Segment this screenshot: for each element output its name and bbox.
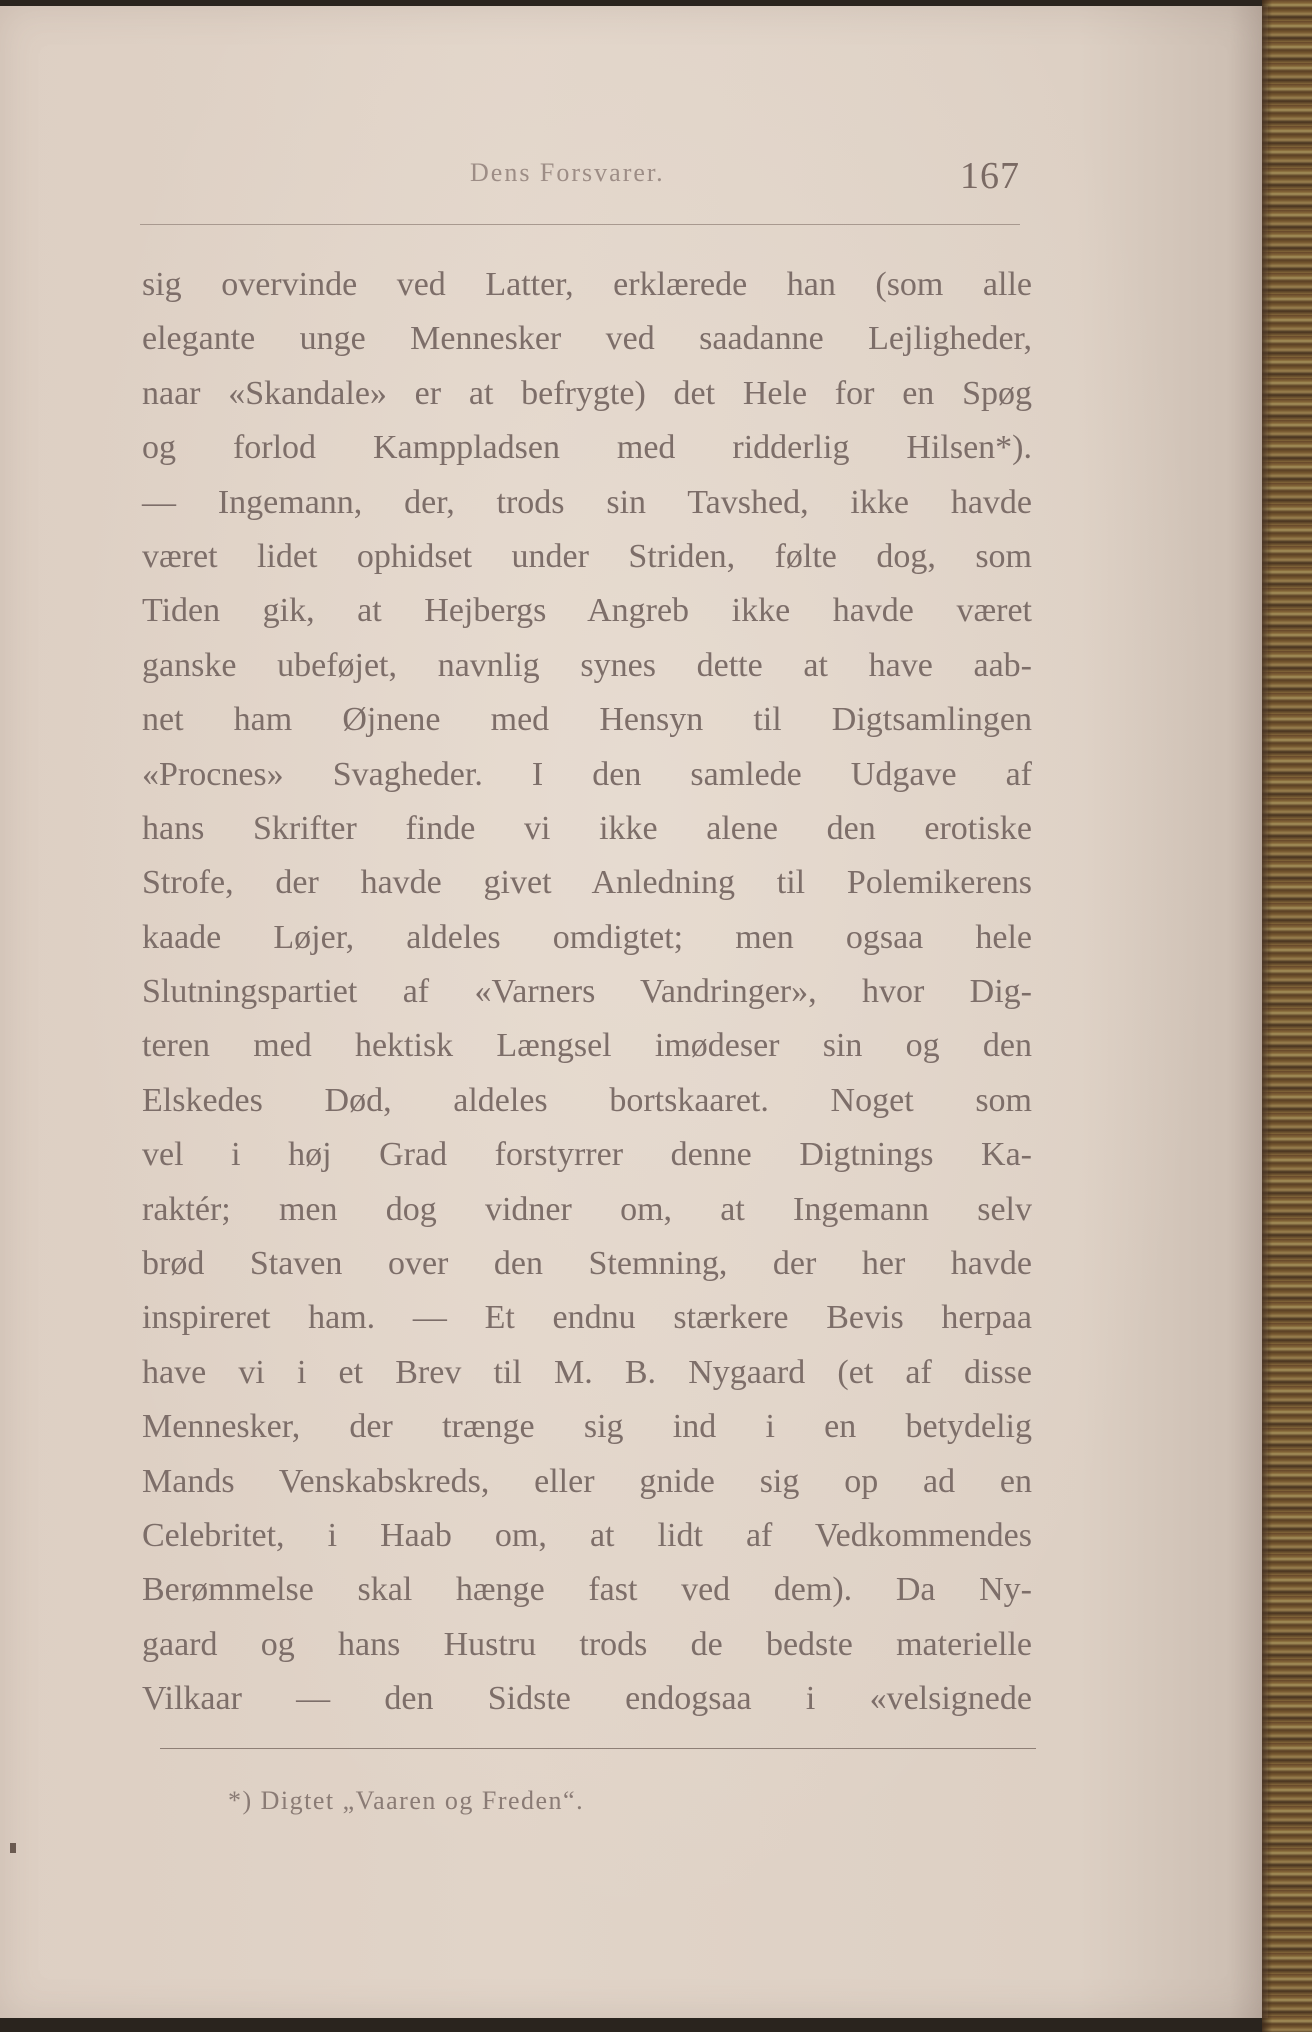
text-line: Tiden gik, at Hejbergs Angreb ikke havde været (142, 592, 1032, 630)
page-edges (1262, 0, 1312, 2032)
page-header (140, 154, 1020, 224)
header-rule (140, 224, 1020, 225)
text-line: kaade Løjer, aldeles omdigtet; men ogsaa hele (142, 918, 1032, 956)
text-line: inspireret ham. — Et endnu stærkere Bevis herpaa (142, 1299, 1032, 1337)
footnote: *) Digtet „Vaaren og Freden“. (228, 1786, 585, 1815)
text-line: Celebritet, i Haab om, at lidt af Vedkommendes (142, 1516, 1032, 1554)
text-line: Slutningspartiet af «Varners Vandringer», hvor Dig- (142, 973, 1032, 1011)
page-number: 167 (960, 155, 1020, 197)
text-line: Strofe, der havde givet Anledning til Polemikerens (142, 864, 1032, 902)
text-line: — Ingemann, der, trods sin Tavshed, ikke havde (142, 483, 1032, 521)
text-line: elegante unge Mennesker ved saadanne Lejligheder, (142, 320, 1032, 358)
text-line: Vilkaar — den Sidste endogsaa i «velsignede (142, 1680, 1032, 1718)
running-head: Dens Forsvarer. (470, 158, 665, 187)
footnote-rule (160, 1748, 1036, 1749)
text-line: sig overvinde ved Latter, erklærede han (som alle (142, 266, 1032, 303)
text-line: og forlod Kamppladsen med ridderlig Hilsen*). (142, 429, 1032, 467)
text-line: Berømmelse skal hænge fast ved dem). Da Ny- (142, 1571, 1032, 1609)
text-line: «Procnes» Svagheder. I den samlede Udgave af (142, 755, 1032, 793)
text-line: hans Skrifter finde vi ikke alene den erotiske (142, 809, 1032, 847)
text-line: Elskedes Død, aldeles bortskaaret. Noget som (142, 1081, 1032, 1119)
text-line: gaard og hans Hustru trods de bedste materielle (142, 1625, 1032, 1663)
text-line: have vi i et Brev til M. B. Nygaard (et af disse (142, 1353, 1032, 1391)
text-line: ganske ubeføjet, navnlig synes dette at have aab- (142, 646, 1032, 684)
text-line: raktér; men dog vidner om, at Ingemann selv (142, 1190, 1032, 1228)
text-line: Mands Venskabskreds, eller gnide sig op ad en (142, 1462, 1032, 1500)
text-line: brød Staven over den Stemning, der her havde (142, 1245, 1032, 1283)
page-speck (10, 1843, 16, 1853)
text-line: vel i høj Grad forstyrrer denne Digtnings Ka- (142, 1136, 1032, 1174)
book-page (0, 6, 1268, 2018)
text-line: teren med hektisk Længsel imødeser sin og den (142, 1027, 1032, 1065)
text-line: været lidet ophidset under Striden, følte dog, som (142, 537, 1032, 575)
text-line: Mennesker, der trænge sig ind i en betydelig (142, 1408, 1032, 1446)
body-text (142, 258, 1032, 1727)
text-line: net ham Øjnene med Hensyn til Digtsamlingen (142, 701, 1032, 739)
text-line: naar «Skandale» er at befrygte) det Hele for en Spøg (142, 374, 1032, 412)
